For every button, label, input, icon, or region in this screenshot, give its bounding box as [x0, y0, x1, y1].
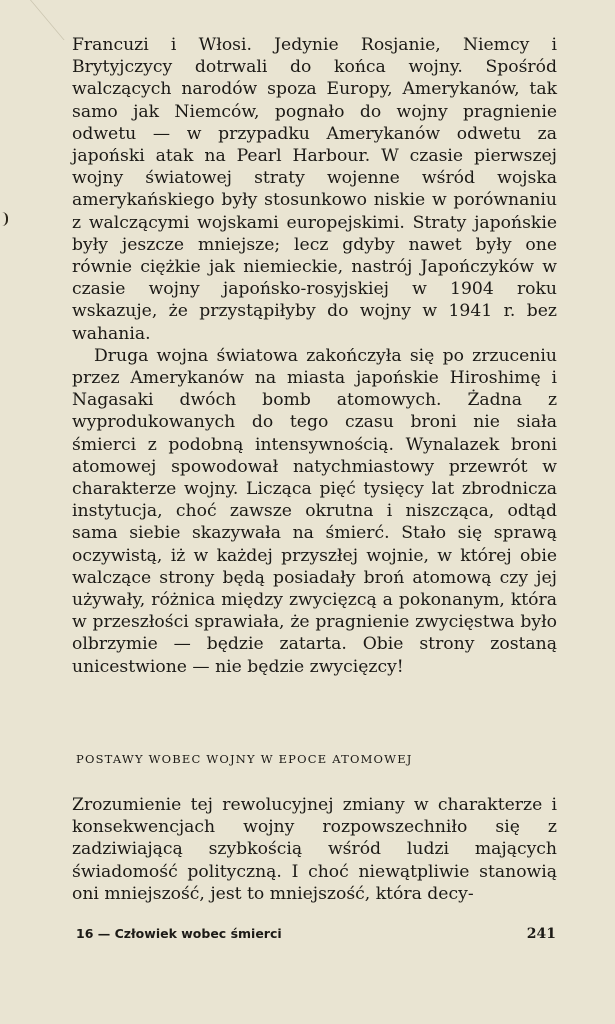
main-text [72, 34, 557, 678]
page-number: 241 [526, 926, 556, 942]
section-text [72, 794, 557, 905]
section-paragraph: Zrozumienie tej rewolucyjnej zmiany w charakterze i konsekwencjach wojny rozpowszechniło się z zadziwiającą szybkością wśród ludzi mających świadomość polityczną. I choć niewątpliwie stanowią oni mniejszość, jest to mniejszość, która decy- [72, 795, 557, 904]
paragraph-2: Druga wojna światowa zakończyła się po zrzuceniu przez Amerykanów na miasta japońskie Hiroshimę i Nagasaki dwóch bomb atomowych. Żadna z wyprodukowanych do tego czasu broni nie siała śmierci z podobną intensywnością. Wynalazek broni atomowej spowodował natychmiastowy przewrót w charakterze wojny. Licząca pięć tysięcy lat zbrodnicza instytucja, choć zawsze okrutna i niszcząca, odtąd sama siebie skazywała na śmierć. Stało się sprawą oczywistą, iż w każdej przyszłej wojnie, w której obie walczące strony będą posiadały broń atomową czy jej używały, różnica między zwycięzcą a pokonanym, która w przeszłości sprawiała, że pragnienie zwycięstwa było olbrzymie — będzie zatarta. Obie strony zostaną unicestwione — nie będzie zwycięzcy! [72, 345, 557, 677]
page-footer [76, 926, 556, 942]
section-heading: POSTAWY WOBEC WOJNY W EPOCE ATOMOWEJ [76, 752, 413, 766]
paragraph-1: Francuzi i Włosi. Jedynie Rosjanie, Niemcy i Brytyjczycy dotrwali do końca wojny. Spośród walczących narodów spoza Europy, Amerykanów, tak samo jak Niemców, pognało do wojny pragnienie odwetu — w przypadku Amerykanów odwetu za japoński atak na Pearl Harbour. W czasie pierwszej wojny światowej straty wojenne wśród wojska amerykańskiego były stosunkowo niskie w porównaniu z walczącymi wojskami europejskimi. Straty japońskie były jeszcze mniejsze; lecz gdyby nawet były one równie ciężkie jak niemieckie, nastrój Japończyków w czasie wojny japońsko-rosyjskiej w 1904 roku wskazuje, że przystąpiłyby do wojny w 1941 r. bez wahania. [72, 35, 557, 344]
binding-mark [0, 212, 8, 226]
printer-signature: 16 — Człowiek wobec śmierci [76, 926, 282, 941]
